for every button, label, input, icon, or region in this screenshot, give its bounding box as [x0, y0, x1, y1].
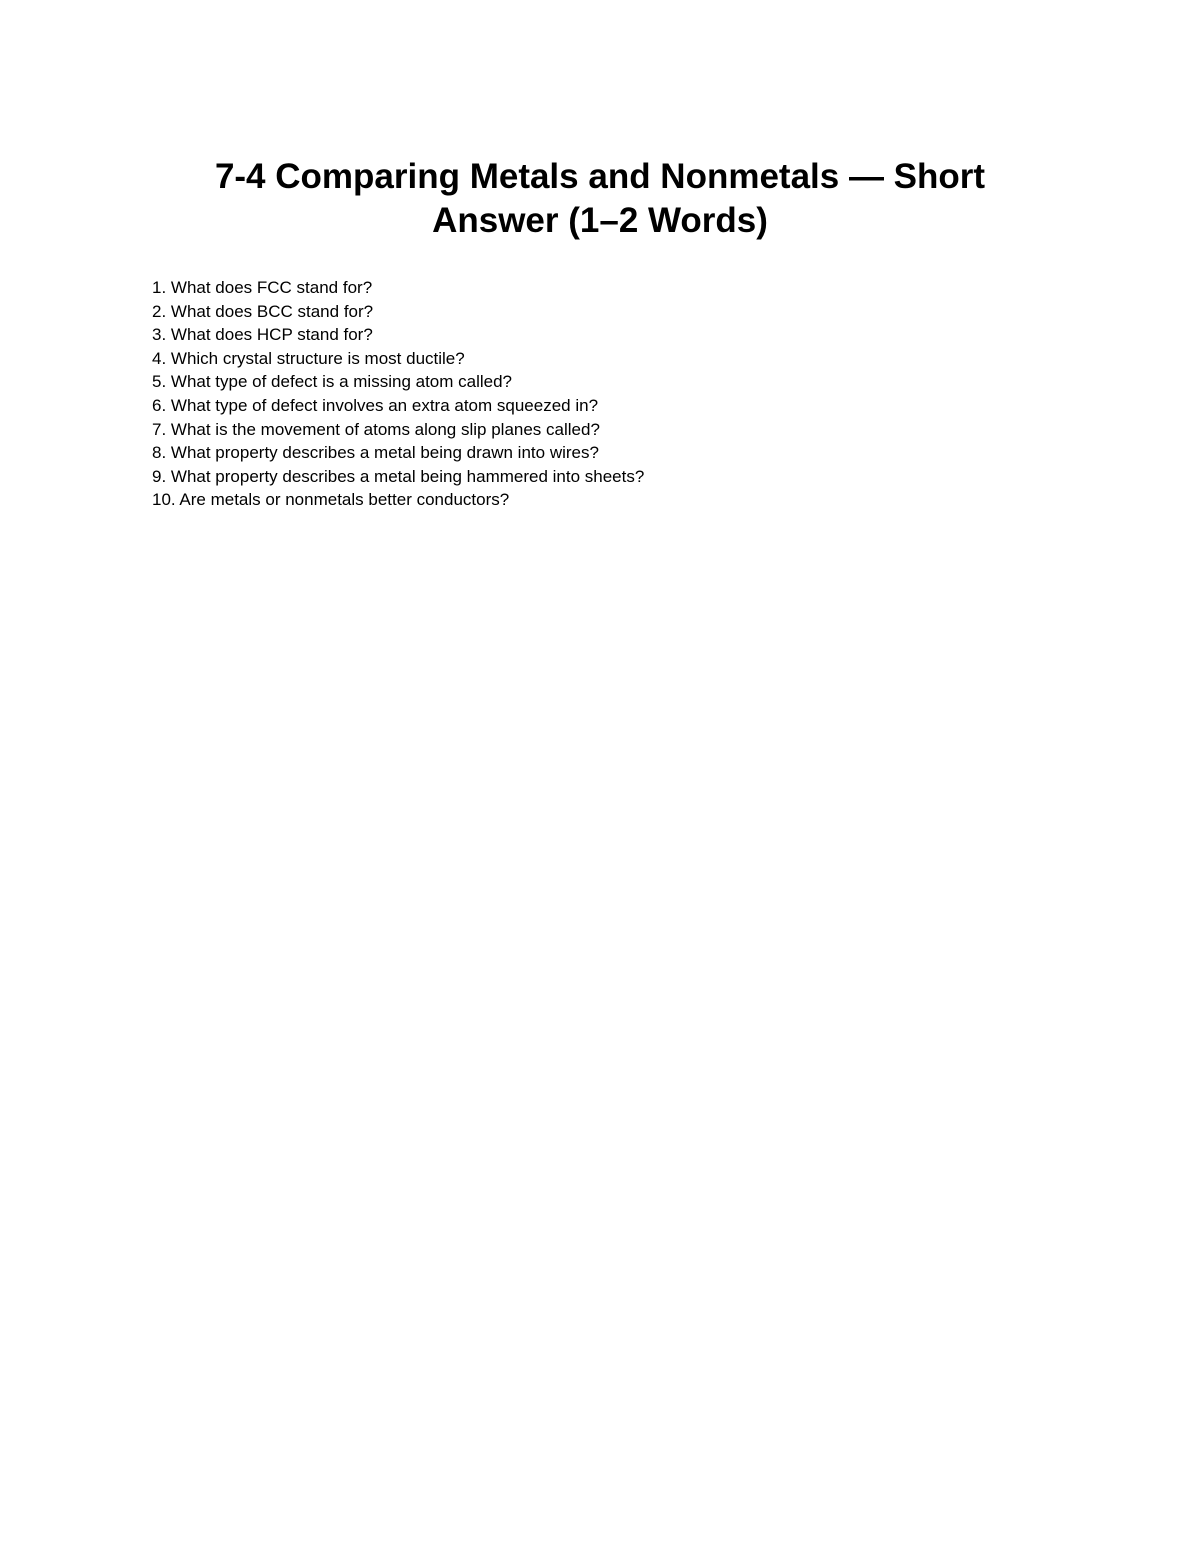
question-item: 9. What property describes a metal being hammered into sheets? — [152, 466, 645, 486]
question-item: 1. What does FCC stand for? — [152, 278, 373, 297]
question-item: 2. What does BCC stand for? — [152, 301, 374, 321]
question-item: 4. Which crystal structure is most ductile? — [152, 348, 465, 368]
question-item: 8. What property describes a metal being drawn into wires? — [152, 443, 599, 463]
page-title: 7-4 Comparing Metals and Nonmetals — Short Answer (1–2 Words) — [214, 157, 986, 240]
question-item: 6. What type of defect involves an extra atom squeezed in? — [152, 395, 599, 415]
question-item: 7. What is the movement of atoms along slip planes called? — [152, 419, 600, 439]
question-item: 5. What type of defect is a missing atom called? — [152, 372, 513, 392]
question-item: 3. What does HCP stand for? — [152, 325, 373, 345]
question-list — [152, 276, 1052, 512]
question-item: 10. Are metals or nonmetals better conductors? — [152, 490, 510, 510]
